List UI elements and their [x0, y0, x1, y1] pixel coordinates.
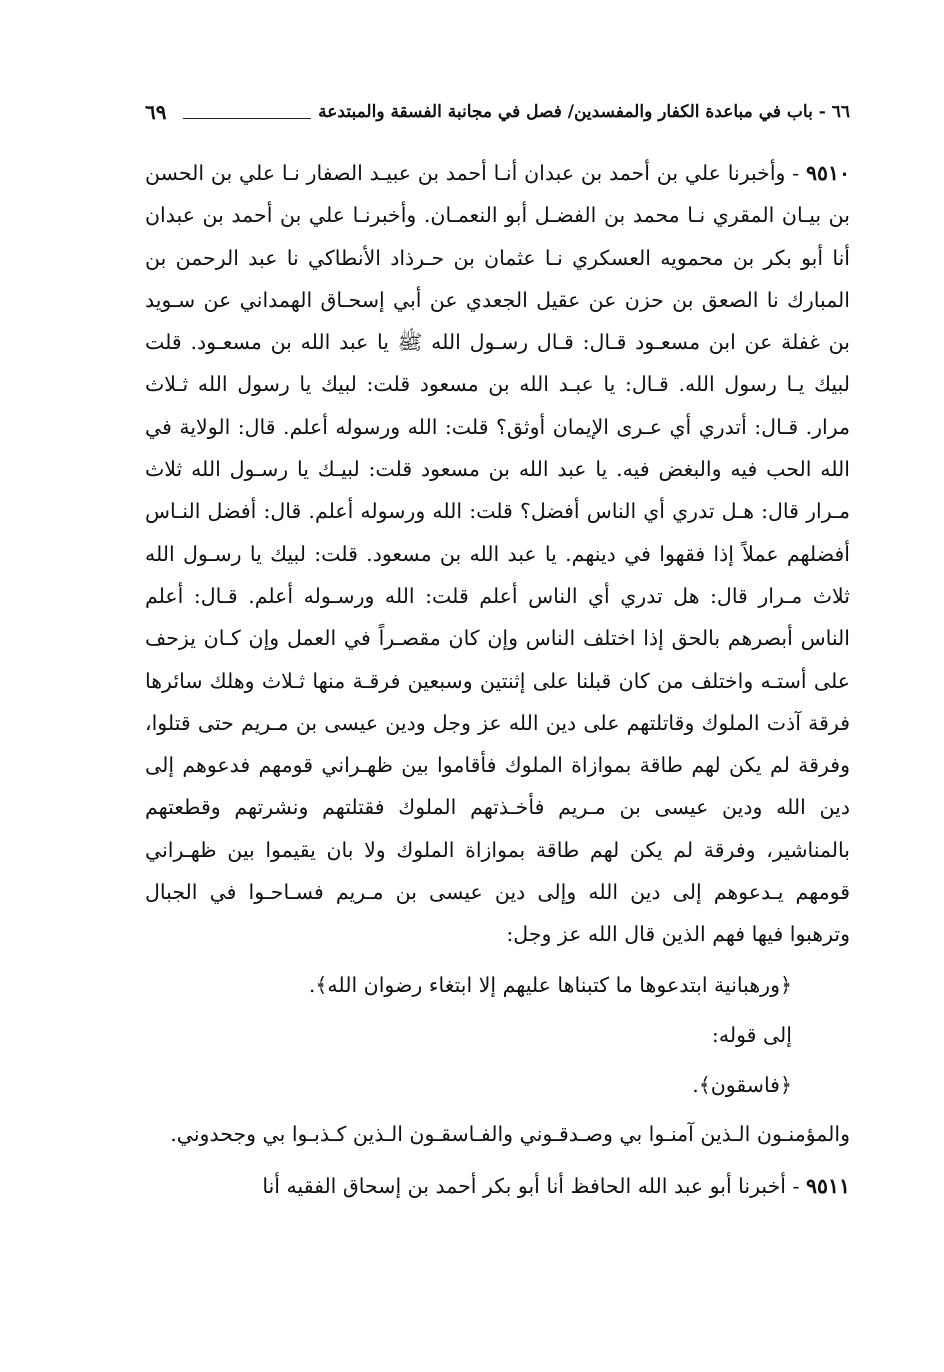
quran-verse: ﴿ورهبانية ابتدعوها ما كتبناها عليهم إلا ابتغاء رضوان الله﴾. [308, 972, 792, 997]
quran-verse-end: ﴿فاسقون﴾. [692, 1073, 792, 1098]
hadith-text: - أخبرنا أبو عبد الله الحافظ أنا أبو بكر أحمد بن إسحاق الفقيه أنا [262, 1173, 800, 1198]
closing-text: والمؤمنـون الـذين آمنـوا بي وصـدقـوني والفـاسقـون الـذين كـذبـوا بي وجحدوني. [170, 1121, 850, 1146]
hadith-text: - وأخبرنا علي بن أحمد بن عبدان أنـا أحمد بن عبيـد الصفار نـا علي بن الحسن بن بيـان المقري نـا محمد بن الفضـل أبو النعمـان. وأخبرنـا علي بن أحمد بن عبدان أنا أبو بكر بن محمويه العسكري نـا عثمان بن حـرذاد الأنطاكي نا عبد الرحمن بن المبارك نا الصعق بن حزن عن عقيل الجعدي عن أبي إسحـاق الهمداني عن سـويد بن غفلة عن ابن مسعـود قـال: قـال رسـول الله ﷺ يا عبد الله بن مسعـود. قلت لبيك يـا رسول الله. قـال: يا عبـد الله بن مسعود قلت: لبيك يا رسول الله ثـلاث مرار. قـال: أتدري أي عـرى الإيمان أوثق؟ قلت: الله ورسوله أعلم. قال: الولاية في الله الحب فيه والبغض فيه. يا عبد الله بن مسعود قلت: لبيـك يا رسـول الله ثلاث مـرار قال: هـل تدري أي الناس أفضل؟ قلت: الله ورسوله أعلم. قال: أفضل النـاس أفضلهم عملاً إذا فقهوا في دينهم. يا عبد الله بن مسعود. قلت: لبيك يا رسـول الله ثلاث مـرار قال: هل تدري أي الناس أعلم قلت: الله ورسـوله أعلم. قـال: أعلم الناس أبصرهم بالحق إذا اختلف الناس وإن كان مقصـراً في العمل وإن كـان يزحف على أستـه واختلف من كان قبلنا على إثنتين وسبعين فرقـة منها ثـلاث وهلك سائرها فرقة آذت الملوك وقاتلتهم على دين الله عز وجل ودين عيسى بن مـريم حتى قتلوا، وفرقة لم يكن لهم طاقة بموازاة الملوك فأقاموا بين ظهـراني قومهم فدعوهم إلى دين الله ودين عيسى بن مـريم فأخـذتهم الملوك فقتلتهم ونشرتهم وقطعتهم بالمناشير، وفرقة لم يكن لهم طاقة بموازاة الملوك ولا بان يقيموا بين ظهـراني قومهم يـدعوهم إلى دين الله وإلى دين عيسى بن مـريم فسـاحـوا في الجبال وترهبوا فيها فهم الذين قال الله عز وجل: [145, 161, 850, 947]
verse-intro: إلى قوله: [711, 1022, 792, 1047]
hadith-9511 [145, 1155, 850, 1207]
running-title: ٦٦ - باب في مباعدة الكفار والمفسدين/ فصل في مجانبة الفسقة والمبتدعة [318, 102, 850, 122]
running-header [145, 96, 850, 136]
header-rule [183, 118, 311, 119]
body-text [145, 152, 850, 1207]
hadith-number: ٩٥١١ [805, 1173, 850, 1198]
hadith-number: ٩٥١٠ [805, 161, 850, 185]
hadith-9510 [145, 152, 850, 956]
page-number: ٦٩ [145, 100, 167, 124]
